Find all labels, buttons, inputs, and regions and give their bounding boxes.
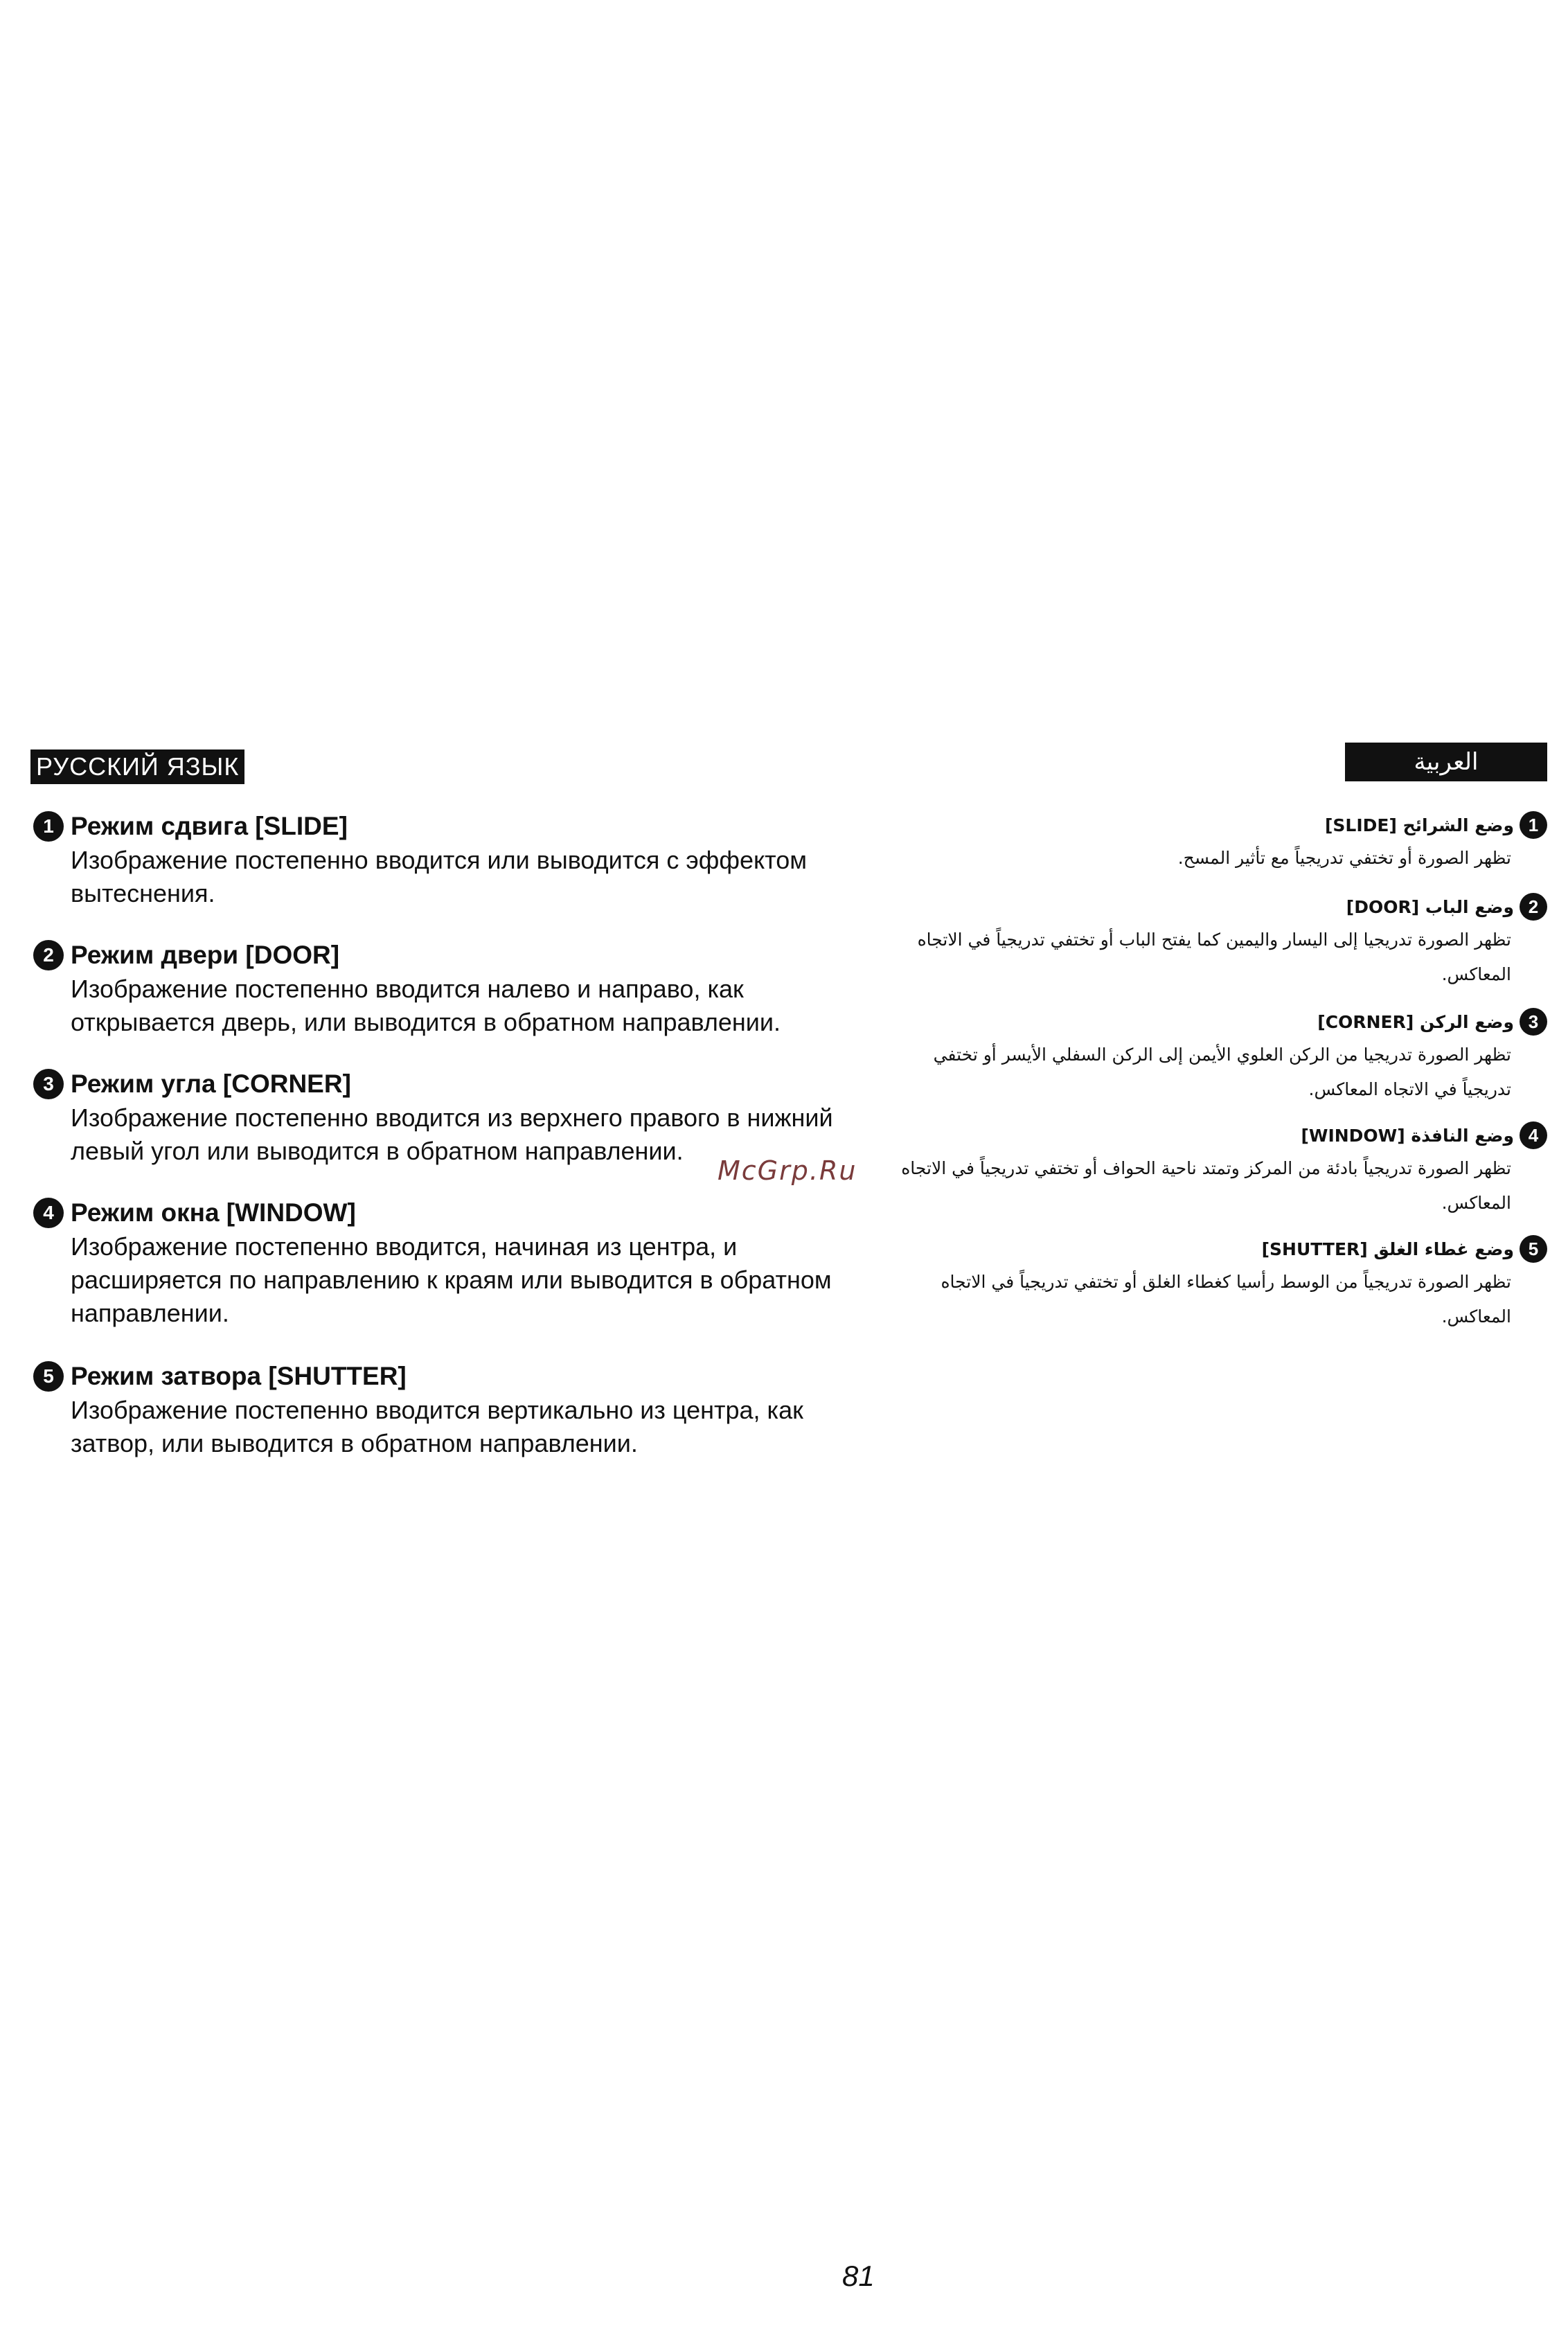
ar-item-body: تظهر الصورة تدريجياً بادئة من المركز وتمتد ناحية الحواف أو تختفي تدريجياً في الاتجاه المعاكس. [901, 1158, 1511, 1213]
ru-item-body: Изображение постепенно вводится или выводится с эффектом вытеснения. [71, 846, 807, 907]
ru-item-title: Режим угла [CORNER] [71, 1070, 351, 1098]
number-badge-2: 2 [33, 940, 64, 970]
ar-item-title: وضع غطاء الغلق [SHUTTER] [1261, 1239, 1514, 1259]
ru-item-title: Режим двери [DOOR] [71, 941, 340, 969]
ru-item-title: Режим окна [WINDOW] [71, 1198, 356, 1227]
number-badge-1: 1 [33, 811, 64, 842]
ar-item-title: وضع الباب [DOOR] [1346, 896, 1514, 917]
number-badge-5: 5 [33, 1361, 64, 1392]
ar-item-body: تظهر الصورة تدريجيا إلى اليسار واليمين كما يفتح الباب أو تختفي تدريجياً في الاتجاه المعاكس. [917, 930, 1511, 984]
ar-item-title: وضع الركن [CORNER] [1317, 1011, 1514, 1032]
number-badge-4: 4 [33, 1198, 64, 1228]
ru-item-body: Изображение постепенно вводится вертикально из центра, как затвор, или выводится в обратном направлении. [71, 1396, 803, 1457]
ar-item-corner [882, 1006, 1547, 1107]
ru-item-corner [33, 1067, 837, 1168]
ru-item-body: Изображение постепенно вводится налево и направо, как открывается дверь, или выводится в обратном направлении. [71, 975, 781, 1036]
page-number: 81 [842, 2260, 875, 2292]
ru-item-slide [33, 809, 837, 910]
ru-item-title: Режим затвора [SHUTTER] [71, 1362, 407, 1390]
ru-item-title: Режим сдвига [SLIDE] [71, 812, 348, 840]
ar-item-window [882, 1119, 1547, 1221]
watermark: McGrp.Ru [718, 1155, 857, 1186]
ar-item-body: تظهر الصورة تدريجيا من الركن العلوي الأيمن إلى الركن السفلي الأيسر أو تختفي تدريجياً في الاتجاه المعاكس. [933, 1045, 1511, 1099]
ru-item-body: Изображение постепенно вводится, начиная из центра, и расширяется по направлению к краям или выводится в обратном направлении. [71, 1232, 832, 1327]
number-badge-3: 3 [33, 1069, 64, 1099]
ar-item-slide [882, 809, 1547, 876]
ar-item-body: تظهر الصورة أو تختفي تدريجياً مع تأثير المسح. [1177, 848, 1511, 868]
ru-item-door [33, 938, 837, 1039]
number-badge-3: 3 [1520, 1008, 1547, 1036]
arabic-section-header: العربية [1345, 743, 1547, 781]
ar-item-body: تظهر الصورة تدريجياً من الوسط رأسيا كغطاء الغلق أو تختفي تدريجياً في الاتجاه المعاكس. [941, 1272, 1511, 1327]
ar-item-door [882, 891, 1547, 992]
ar-item-shutter [882, 1233, 1547, 1334]
ru-item-body: Изображение постепенно вводится из верхнего правого в нижний левый угол или выводится в обратном направлении. [71, 1103, 833, 1165]
ar-item-title: وضع الشرائح [SLIDE] [1324, 815, 1514, 835]
ar-item-title: وضع النافذة [WINDOW] [1301, 1125, 1514, 1146]
russian-section-header: РУССКИЙ ЯЗЫК [30, 749, 244, 784]
number-badge-4: 4 [1520, 1121, 1547, 1149]
number-badge-2: 2 [1520, 893, 1547, 921]
number-badge-1: 1 [1520, 811, 1547, 839]
ru-item-window [33, 1196, 837, 1330]
ru-item-shutter [33, 1359, 837, 1460]
number-badge-5: 5 [1520, 1235, 1547, 1263]
